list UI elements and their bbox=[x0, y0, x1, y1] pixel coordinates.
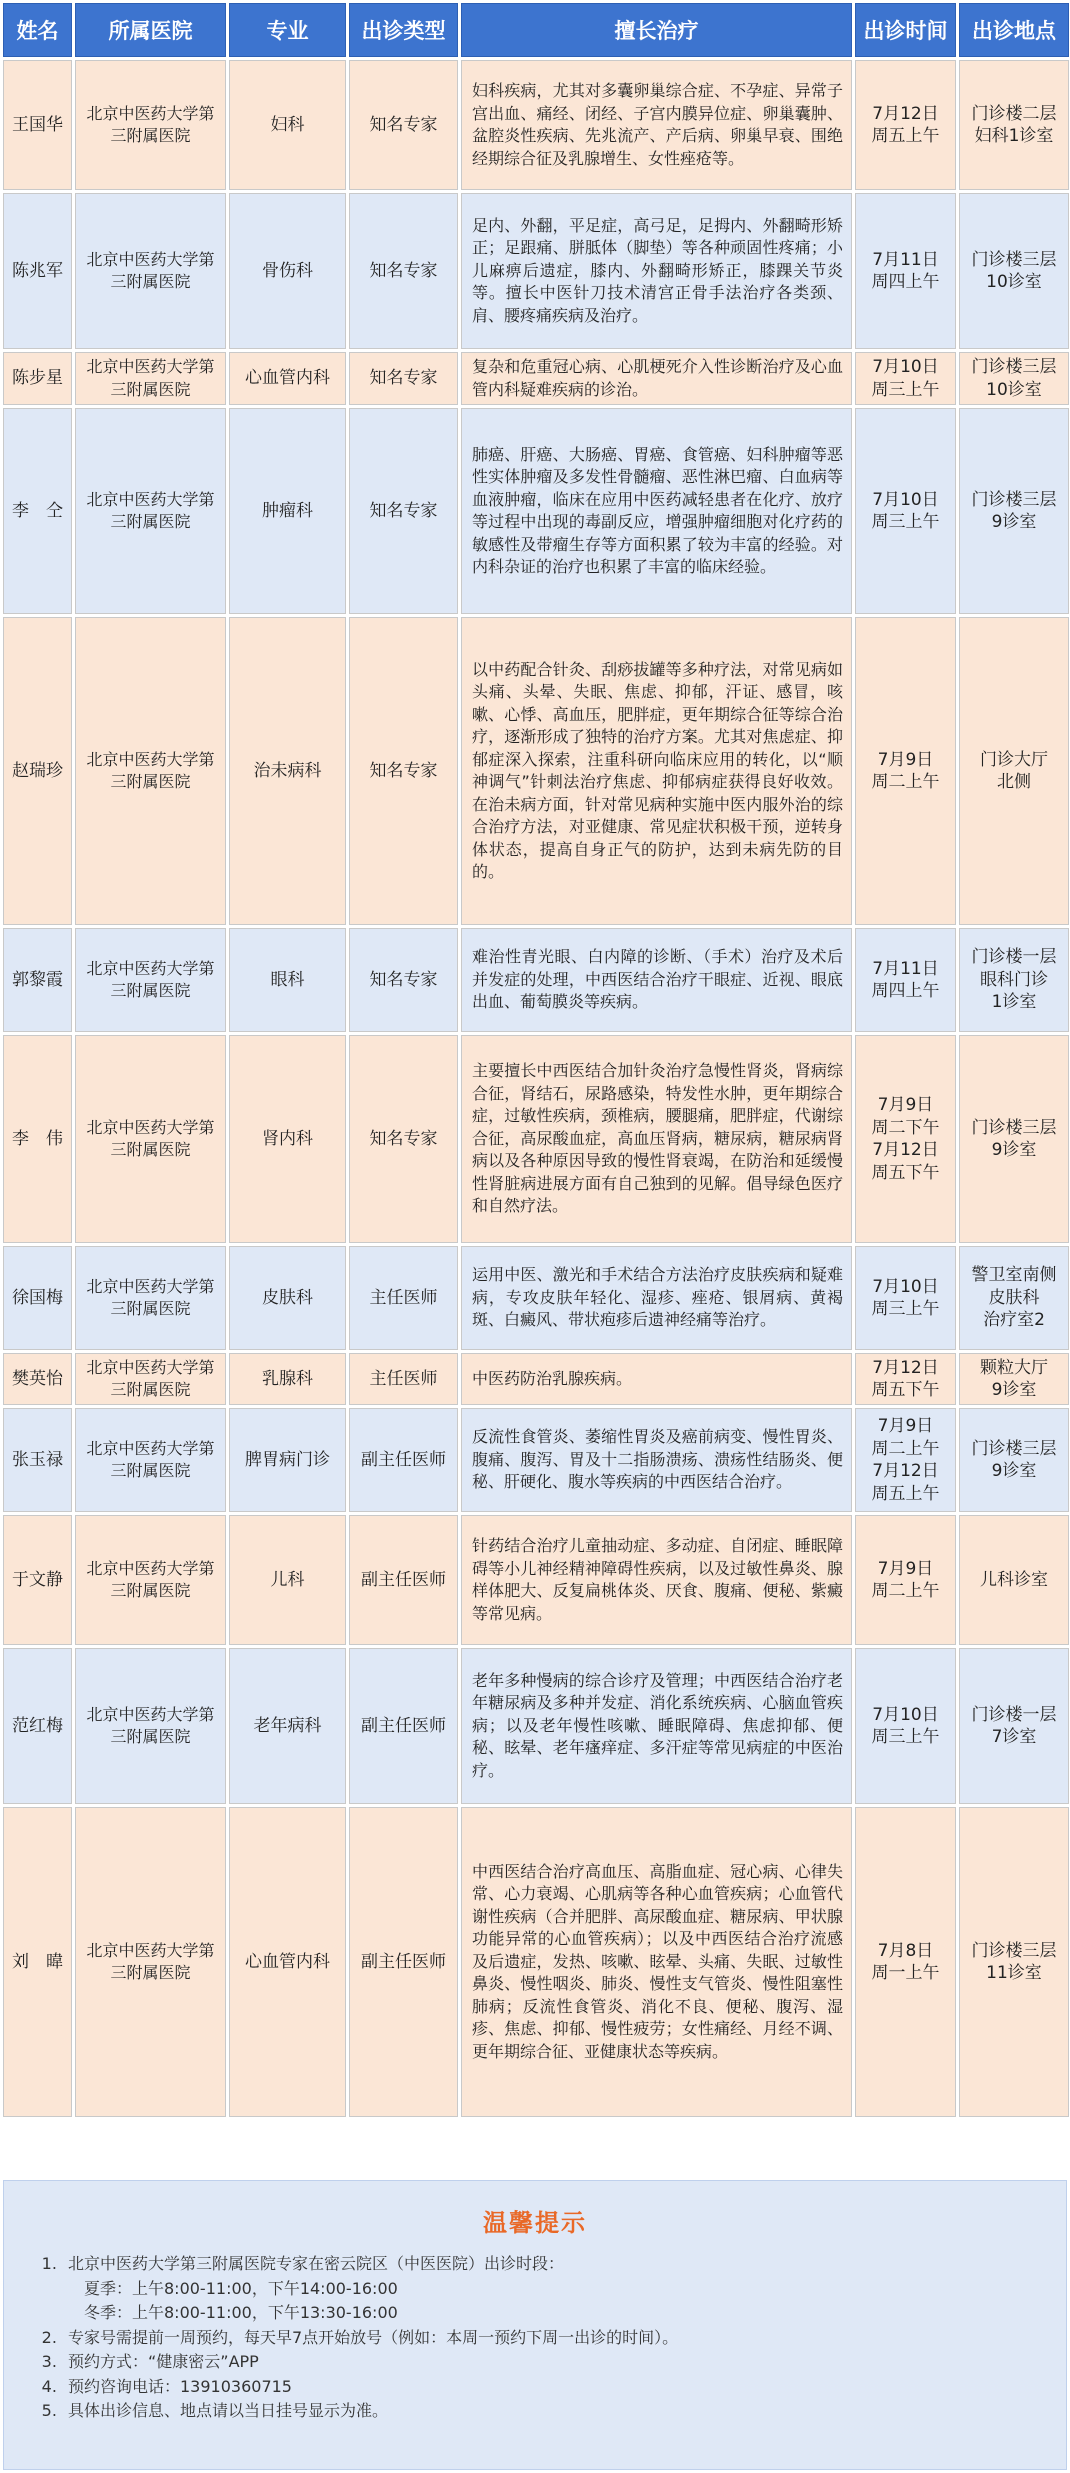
visit-time-line: 7月10日 bbox=[872, 1704, 939, 1725]
visit-time-line: 7月9日 bbox=[877, 749, 934, 770]
visit-time bbox=[855, 193, 956, 349]
visit-time-line: 7月12日 bbox=[872, 1461, 939, 1481]
visit-location-line: 9诊室 bbox=[991, 512, 1037, 532]
doctor-name: 徐国梅 bbox=[3, 1246, 72, 1350]
visit-type: 主任医师 bbox=[349, 1353, 458, 1405]
hospital-name: 北京中医药大学第三附属医院 bbox=[75, 1353, 226, 1405]
visit-type: 主任医师 bbox=[349, 1246, 458, 1350]
notice-box bbox=[3, 2180, 1067, 2470]
doctor-name: 范红梅 bbox=[3, 1648, 72, 1804]
visit-location bbox=[959, 1035, 1069, 1243]
visit-time bbox=[855, 1648, 956, 1804]
expertise: 妇科疾病，尤其对多囊卵巢综合症、不孕症、异常子宫出血、痛经、闭经、子宫内膜异位症、卵巢囊肿、盆腔炎性疾病、先兆流产、产后病、卵巢早衰、围绝经期综合征及乳腺增生、女性痤疮等。 bbox=[461, 60, 852, 190]
visit-time-line: 7月9日 bbox=[877, 1416, 934, 1436]
header-location: 出诊地点 bbox=[959, 3, 1069, 57]
visit-location bbox=[959, 1515, 1069, 1645]
expertise: 运用中医、激光和手术结合方法治疗皮肤疾病和疑难病，专攻皮肤年轻化、湿疹、痤疮、银屑病、黄褐斑、白癜风、带状疱疹后遗神经痛等治疗。 bbox=[461, 1246, 852, 1350]
hospital-name: 北京中医药大学第三附属医院 bbox=[75, 1648, 226, 1804]
hospital-name: 北京中医药大学第三附属医院 bbox=[75, 1035, 226, 1243]
doctor-name: 李 仝 bbox=[3, 408, 72, 614]
visit-type: 副主任医师 bbox=[349, 1807, 458, 2117]
visit-type: 知名专家 bbox=[349, 60, 458, 190]
visit-location-line: 门诊楼三层 bbox=[971, 489, 1057, 510]
visit-location-line: 9诊室 bbox=[991, 1140, 1037, 1160]
hospital-name: 北京中医药大学第三附属医院 bbox=[75, 60, 226, 190]
visit-location bbox=[959, 352, 1069, 405]
visit-location-line: 1诊室 bbox=[991, 992, 1037, 1013]
header-specialty: 专业 bbox=[229, 3, 346, 57]
specialty: 脾胃病门诊 bbox=[229, 1408, 346, 1512]
header-name: 姓名 bbox=[3, 3, 72, 57]
visit-time-line: 周二上午 bbox=[871, 1438, 940, 1459]
visit-time-line: 7月9日 bbox=[877, 1558, 934, 1579]
visit-location-line: 北侧 bbox=[997, 772, 1031, 792]
visit-time bbox=[855, 60, 956, 190]
specialty: 肾内科 bbox=[229, 1035, 346, 1243]
specialty: 心血管内科 bbox=[229, 352, 346, 405]
expertise: 中医药防治乳腺疾病。 bbox=[461, 1353, 852, 1405]
visit-type: 知名专家 bbox=[349, 928, 458, 1032]
visit-time-line: 周五下午 bbox=[871, 1380, 940, 1400]
hospital-name: 北京中医药大学第三附属医院 bbox=[75, 928, 226, 1032]
visit-time-line: 7月10日 bbox=[872, 357, 939, 377]
table-row bbox=[3, 408, 1069, 614]
visit-time bbox=[855, 1035, 956, 1243]
expertise: 主要擅长中西医结合加针灸治疗急慢性肾炎，肾病综合征，肾结石，尿路感染，特发性水肿，更年期综合症，过敏性疾病，颈椎病，腰腿痛，肥胖症，代谢综合征，高尿酸血症，高血压肾病，糖尿病，糖尿病肾病以及各种原因导致的慢性肾衰竭，在防治和延缓慢性肾脏病进展方面有自己独到的见解。倡导绿色医疗和自然疗法。 bbox=[461, 1035, 852, 1243]
visit-time-line: 周三上午 bbox=[871, 1727, 940, 1747]
visit-location-line: 10诊室 bbox=[986, 272, 1042, 292]
expertise: 针药结合治疗儿童抽动症、多动症、自闭症、睡眠障碍等小儿神经精神障碍性疾病，以及过敏性鼻炎、腺样体肥大、反复扁桃体炎、厌食、腹痛、便秘、紫癜等常见病。 bbox=[461, 1515, 852, 1645]
visit-location bbox=[959, 1246, 1069, 1350]
hospital-name: 北京中医药大学第三附属医院 bbox=[75, 408, 226, 614]
specialty: 眼科 bbox=[229, 928, 346, 1032]
notice-item: 4. 预约咨询电话：13910360715 bbox=[62, 2375, 1066, 2400]
visit-type: 知名专家 bbox=[349, 193, 458, 349]
visit-time-line: 周五下午 bbox=[871, 1162, 940, 1183]
visit-time bbox=[855, 928, 956, 1032]
visit-location-line: 门诊楼三层 bbox=[971, 1940, 1057, 1961]
visit-time bbox=[855, 617, 956, 925]
visit-time-line: 7月12日 bbox=[872, 103, 939, 124]
visit-location-line: 9诊室 bbox=[991, 1380, 1037, 1400]
visit-time-line: 周五上午 bbox=[871, 1483, 940, 1504]
visit-time-line: 周一上午 bbox=[871, 1963, 940, 1983]
notice-summer-hours: 夏季：上午8:00-11:00，下午14:00-16:00 bbox=[84, 2278, 398, 2298]
visit-location bbox=[959, 1353, 1069, 1405]
specialty: 妇科 bbox=[229, 60, 346, 190]
visit-time-line: 7月10日 bbox=[872, 1276, 939, 1297]
notice-item: 2. 专家号需提前一周预约，每天早7点开始放号（例如：本周一预约下周一出诊的时间）。 bbox=[62, 2326, 1066, 2351]
doctor-name: 王国华 bbox=[3, 60, 72, 190]
visit-time-line: 周二上午 bbox=[871, 1581, 940, 1601]
specialty: 儿科 bbox=[229, 1515, 346, 1645]
doctor-name: 陈步星 bbox=[3, 352, 72, 405]
doctor-name: 郭黎霞 bbox=[3, 928, 72, 1032]
visit-location-line: 门诊楼三层 bbox=[971, 1438, 1057, 1459]
visit-time-line: 7月9日 bbox=[877, 1095, 934, 1115]
visit-time-line: 周二下午 bbox=[871, 1117, 940, 1138]
expertise: 以中药配合针灸、刮痧拔罐等多种疗法，对常见病如头痛、头晕、失眠、焦虑、抑郁，汗证、感冒，咳嗽、心悸、高血压，肥胖症，更年期综合征等综合治疗，逐渐形成了独特的治疗方案。尤其对焦虑症、抑郁症深入探索，注重科研向临床应用的转化，以“顺神调气”针刺法治疗焦虑、抑郁病症获得良好收效。在治未病方面，针对常见病种实施中医内服外治的综合治疗方法，对亚健康、常见症状积极干预，逆转身体状态，提高自身正气的防护，达到未病先防的目的。 bbox=[461, 617, 852, 925]
visit-location-line: 门诊楼三层 bbox=[971, 249, 1057, 270]
hospital-name: 北京中医药大学第三附属医院 bbox=[75, 1246, 226, 1350]
visit-time bbox=[855, 1807, 956, 2117]
header-time: 出诊时间 bbox=[855, 3, 956, 57]
visit-type: 知名专家 bbox=[349, 352, 458, 405]
expertise: 中西医结合治疗高血压、高脂血症、冠心病、心律失常、心力衰竭、心肌病等各种心血管疾病；心血管代谢性疾病（合并肥胖、高尿酸血症、糖尿病、甲状腺功能异常的心血管疾病）；以及中西医结合治疗流感及后遗症，发热、咳嗽、眩晕、头痛、失眠、过敏性鼻炎、慢性咽炎、肺炎、慢性支气管炎、慢性阻塞性肺病；反流性食管炎、消化不良、便秘、腹泻、湿疹、焦虑、抑郁、慢性疲劳；女性痛经、月经不调、更年期综合征、亚健康状态等疾病。 bbox=[461, 1807, 852, 2117]
doctor-name: 赵瑞珍 bbox=[3, 617, 72, 925]
visit-location-line: 门诊楼一层 bbox=[971, 947, 1057, 968]
visit-location-line: 11诊室 bbox=[986, 1963, 1042, 1983]
visit-location-line: 警卫室南侧 bbox=[971, 1265, 1057, 1286]
visit-location-line: 妇科1诊室 bbox=[974, 126, 1054, 146]
table-row bbox=[3, 352, 1069, 405]
expertise: 难治性青光眼、白内障的诊断、（手术）治疗及术后并发症的处理，中西医结合治疗干眼症、近视、眼底出血、葡萄膜炎等疾病。 bbox=[461, 928, 852, 1032]
expertise: 老年多种慢病的综合诊疗及管理；中西医结合治疗老年糖尿病及多种并发症、消化系统疾病、心脑血管疾病；以及老年慢性咳嗽、睡眠障碍、焦虑抑郁、便秘、眩晕、老年瘙痒症、多汗症等常见病症的中医治疗。 bbox=[461, 1648, 852, 1804]
expertise: 反流性食管炎、萎缩性胃炎及癌前病变、慢性胃炎、腹痛、腹泻、胃及十二指肠溃疡、溃疡性结肠炎、便秘、肝硬化、腹水等疾病的中西医结合治疗。 bbox=[461, 1408, 852, 1512]
hospital-name: 北京中医药大学第三附属医院 bbox=[75, 352, 226, 405]
table-row bbox=[3, 60, 1069, 190]
visit-location-line: 门诊楼三层 bbox=[971, 1117, 1057, 1138]
table-row bbox=[3, 1246, 1069, 1350]
visit-time bbox=[855, 408, 956, 614]
specialty: 骨伤科 bbox=[229, 193, 346, 349]
visit-time-line: 7月12日 bbox=[872, 1140, 939, 1160]
visit-location bbox=[959, 928, 1069, 1032]
visit-time bbox=[855, 1246, 956, 1350]
visit-time bbox=[855, 1353, 956, 1405]
visit-time bbox=[855, 1515, 956, 1645]
visit-time-line: 周三上午 bbox=[871, 512, 940, 532]
specialty: 肿瘤科 bbox=[229, 408, 346, 614]
visit-type: 副主任医师 bbox=[349, 1515, 458, 1645]
visit-location bbox=[959, 1807, 1069, 2117]
visit-location bbox=[959, 60, 1069, 190]
table-header-row bbox=[3, 3, 1069, 57]
visit-type: 知名专家 bbox=[349, 408, 458, 614]
table-row bbox=[3, 617, 1069, 925]
header-hospital: 所属医院 bbox=[75, 3, 226, 57]
doctor-name: 李 伟 bbox=[3, 1035, 72, 1243]
visit-time-line: 周三上午 bbox=[871, 379, 940, 400]
visit-type: 副主任医师 bbox=[349, 1408, 458, 1512]
notice-item: 3. 预约方式：“健康密云”APP bbox=[62, 2350, 1066, 2375]
visit-location-line: 颗粒大厅 bbox=[980, 1357, 1048, 1378]
notice-winter-hours: 冬季：上午8:00-11:00，下午13:30-16:00 bbox=[84, 2303, 398, 2322]
table-row bbox=[3, 1807, 1069, 2117]
visit-location-line: 皮肤科 bbox=[988, 1287, 1040, 1308]
table-row bbox=[3, 1515, 1069, 1645]
visit-location bbox=[959, 617, 1069, 925]
expertise: 足内、外翻，平足症，高弓足，足拇内、外翻畸形矫正；足跟痛、胼胝体（脚垫）等各种顽固性疼痛；小儿麻痹后遗症，膝内、外翻畸形矫正，膝踝关节炎等。擅长中医针刀技术清宫正骨手法治疗各类颈、肩、腰疼痛疾病及治疗。 bbox=[461, 193, 852, 349]
notice-item: 5. 具体出诊信息、地点请以当日挂号显示为准。 bbox=[62, 2399, 1066, 2424]
specialty: 乳腺科 bbox=[229, 1353, 346, 1405]
hospital-name: 北京中医药大学第三附属医院 bbox=[75, 617, 226, 925]
visit-type: 知名专家 bbox=[349, 1035, 458, 1243]
doctor-name: 张玉禄 bbox=[3, 1408, 72, 1512]
notice-item-text: 北京中医药大学第三附属医院专家在密云院区（中医医院）出诊时段： bbox=[68, 2254, 565, 2273]
hospital-name: 北京中医药大学第三附属医院 bbox=[75, 1408, 226, 1512]
specialty: 皮肤科 bbox=[229, 1246, 346, 1350]
visit-time-line: 周三上午 bbox=[871, 1299, 940, 1319]
visit-location-line: 儿科诊室 bbox=[980, 1569, 1048, 1590]
visit-time bbox=[855, 352, 956, 405]
visit-time bbox=[855, 1408, 956, 1512]
notice-item bbox=[62, 2252, 1066, 2326]
specialty: 治未病科 bbox=[229, 617, 346, 925]
notice-list bbox=[4, 2252, 1066, 2424]
expertise: 复杂和危重冠心病、心肌梗死介入性诊断治疗及心血管内科疑难疾病的诊治。 bbox=[461, 352, 852, 405]
visit-location-line: 门诊大厅 bbox=[980, 749, 1048, 770]
visit-location-line: 眼科门诊 bbox=[980, 969, 1048, 990]
visit-time-line: 7月8日 bbox=[877, 1940, 934, 1961]
visit-location-line: 7诊室 bbox=[991, 1727, 1037, 1747]
visit-time-line: 周四上午 bbox=[871, 981, 940, 1001]
visit-time-line: 7月12日 bbox=[872, 1357, 939, 1378]
specialty: 老年病科 bbox=[229, 1648, 346, 1804]
visit-location bbox=[959, 193, 1069, 349]
table-row bbox=[3, 1035, 1069, 1243]
visit-time-line: 周二上午 bbox=[871, 772, 940, 792]
visit-type: 副主任医师 bbox=[349, 1648, 458, 1804]
visit-location-line: 9诊室 bbox=[991, 1461, 1037, 1481]
visit-location-line: 门诊楼三层 bbox=[971, 357, 1057, 377]
visit-location bbox=[959, 1408, 1069, 1512]
visit-location bbox=[959, 1648, 1069, 1804]
hospital-name: 北京中医药大学第三附属医院 bbox=[75, 193, 226, 349]
visit-location-line: 门诊楼一层 bbox=[971, 1704, 1057, 1725]
visit-time-line: 7月10日 bbox=[872, 489, 939, 510]
visit-location-line: 10诊室 bbox=[986, 379, 1042, 400]
specialty: 心血管内科 bbox=[229, 1807, 346, 2117]
visit-location-line: 门诊楼二层 bbox=[971, 103, 1057, 124]
doctor-name: 刘 暐 bbox=[3, 1807, 72, 2117]
doctor-name: 樊英怡 bbox=[3, 1353, 72, 1405]
table-row bbox=[3, 1408, 1069, 1512]
visit-location bbox=[959, 408, 1069, 614]
visit-time-line: 7月11日 bbox=[872, 958, 939, 979]
visit-time-line: 7月11日 bbox=[872, 249, 939, 270]
visit-time-line: 周五上午 bbox=[871, 126, 940, 146]
hospital-name: 北京中医药大学第三附属医院 bbox=[75, 1807, 226, 2117]
visit-type: 知名专家 bbox=[349, 617, 458, 925]
header-type: 出诊类型 bbox=[349, 3, 458, 57]
doctor-name: 陈兆军 bbox=[3, 193, 72, 349]
expertise: 肺癌、肝癌、大肠癌、胃癌、食管癌、妇科肿瘤等恶性实体肿瘤及多发性骨髓瘤、恶性淋巴瘤、白血病等血液肿瘤，临床在应用中医药减轻患者在化疗、放疗等过程中出现的毒副反应，增强肿瘤细胞对化疗药的敏感性及带瘤生存等方面积累了较为丰富的经验。对内科杂证的治疗也积累了丰富的临床经验。 bbox=[461, 408, 852, 614]
doctor-name: 于文静 bbox=[3, 1515, 72, 1645]
header-expertise: 擅长治疗 bbox=[461, 3, 852, 57]
table-row bbox=[3, 193, 1069, 349]
hospital-name: 北京中医药大学第三附属医院 bbox=[75, 1515, 226, 1645]
table-row bbox=[3, 1648, 1069, 1804]
visit-time-line: 周四上午 bbox=[871, 272, 940, 292]
notice-title: 温馨提示 bbox=[483, 2209, 587, 2237]
table-row bbox=[3, 1353, 1069, 1405]
table-row bbox=[3, 928, 1069, 1032]
visit-location-line: 治疗室2 bbox=[983, 1310, 1045, 1331]
